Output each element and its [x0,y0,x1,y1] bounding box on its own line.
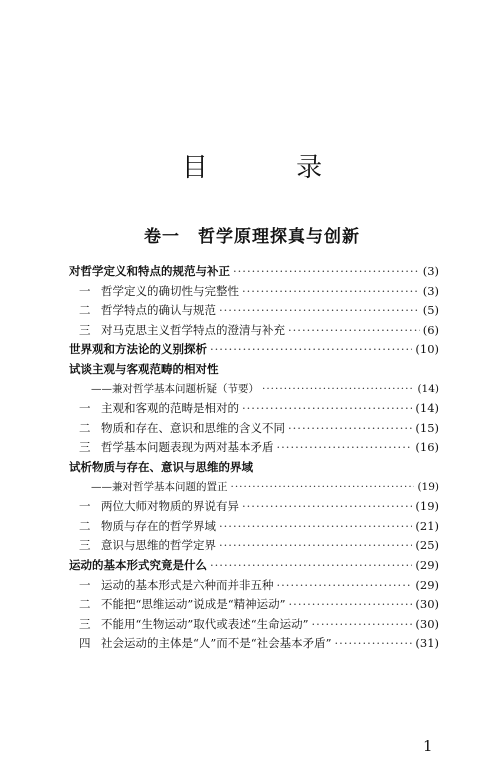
dot-leader [242,499,412,513]
page-title: 目 录 [181,153,363,183]
toc-entry-page: (31) [415,636,439,651]
toc-entry-title: 物质与存在的哲学界域 [101,518,216,533]
toc-entry-page: (14) [417,382,439,395]
toc-section-entry [69,420,439,440]
toc-entry-page: (3) [422,264,439,278]
dot-leader [242,401,412,415]
toc-section-entry [69,616,439,636]
toc-entry-number: 三 [79,440,91,455]
toc-chapter-entry [69,341,439,361]
toc-section-entry [69,381,439,401]
toc-entry-page: (14) [415,401,439,416]
toc-entry-page: (6) [422,322,439,337]
toc-entry-page: (29) [415,557,439,572]
toc-entry-title: 两位大师对物质的界说有异 [101,499,239,514]
toc-entry-title: 社会运动的主体是“人”而不是“社会基本矛盾” [101,636,332,651]
dot-leader [219,303,420,317]
toc-chapter-entry [69,557,439,577]
toc-chapter-entry [69,459,439,479]
toc-entry-title: 不能用“生物运动”取代或表述“生命运动” [101,616,309,631]
toc-entry-page: (25) [415,538,439,553]
toc-chapter-entry [69,361,439,381]
toc-entry-title: 试谈主观与客观范畴的相对性 [69,361,219,376]
toc-entry-number: 一 [79,401,91,416]
toc-entry-page: (5) [422,303,439,318]
toc-entry-page: (29) [415,577,439,592]
toc-entry-number: 三 [79,322,91,337]
toc-entry-title: 世界观和方法论的义别探析 [69,342,207,357]
toc-entry-title: ——兼对哲学基本问题析疑（节要） [91,382,259,395]
toc-entry-number: 三 [79,616,91,631]
toc-entry-number: 二 [79,597,91,612]
toc-section-entry [69,439,439,459]
toc-entry-number: 一 [79,283,91,298]
dot-leader [262,383,414,395]
toc-entry-page: (30) [415,616,439,631]
toc-entry-title: 主观和客观的范畴是相对的 [101,401,239,416]
toc-entry-title: 运动的基本形式是六种而并非五种 [101,577,274,592]
toc-entry-title: 对马克思主义哲学特点的澄清与补充 [101,322,285,337]
toc-entry-page: (10) [415,342,439,357]
toc-entry-title: 哲学特点的确认与规范 [101,303,216,318]
toc-entry-page: (19) [415,499,439,514]
dot-leader [288,421,412,435]
dot-leader [277,440,413,454]
toc-section-entry [69,635,439,655]
toc-entry-number: 二 [79,518,91,533]
toc-entry-page: (15) [415,420,439,435]
toc-entry-page: (30) [415,597,439,612]
toc-entry-title: ——兼对哲学基本问题的置正 [91,480,228,493]
toc-entry-title: 运动的基本形式究竟是什么 [69,557,207,572]
toc-entry-number: 二 [79,420,91,435]
dot-leader [219,519,412,533]
toc-entry-number: 三 [79,538,91,553]
toc-chapter-entry [69,263,439,283]
toc-entry-title: 意识与思维的哲学定界 [101,538,216,553]
toc-entry-page: (3) [422,283,439,298]
toc-entry-number: 一 [79,577,91,592]
toc-section-entry [69,302,439,322]
dot-leader [312,617,413,631]
toc-entry-title: 物质和存在、意识和思维的含义不同 [101,420,285,435]
toc-entry-number: 一 [79,499,91,514]
toc-entry-title: 不能把“思维运动”说成是“精神运动” [101,597,286,612]
toc-section-entry [69,596,439,616]
dot-leader [231,481,415,493]
toc-entry-page: (19) [417,480,439,493]
dot-leader [289,597,413,611]
toc-entry-page: (21) [415,518,439,533]
toc-entry-title: 哲学基本问题表现为两对基本矛盾 [101,440,274,455]
toc-entry-page: (16) [415,440,439,455]
dot-leader [335,636,413,650]
toc-entry-title: 对哲学定义和特点的规范与补正 [69,264,230,278]
toc-entry-title: 哲学定义的确切性与完整性 [101,283,239,298]
toc-section-entry [69,577,439,597]
toc-section-entry [69,537,439,557]
dot-leader [277,578,413,592]
toc-entry-title: 试析物质与存在、意识与思维的界域 [69,459,253,474]
dot-leader [219,538,412,552]
toc-entry-number: 四 [79,636,91,651]
toc-section-entry [69,518,439,538]
toc-section-entry [69,400,439,420]
toc-section-entry [69,322,439,342]
dot-leader [210,558,412,572]
toc-entry-number: 二 [79,303,91,318]
dot-leader [288,323,420,337]
volume-title: 卷一 哲学原理探真与创新 [144,227,360,247]
toc-section-entry [69,498,439,518]
table-of-contents [69,263,439,655]
toc-section-entry [69,283,439,303]
dot-leader [233,264,420,278]
dot-leader [242,284,420,298]
dot-leader [210,342,412,356]
toc-section-entry [69,479,439,499]
page-number: 1 [423,737,433,755]
